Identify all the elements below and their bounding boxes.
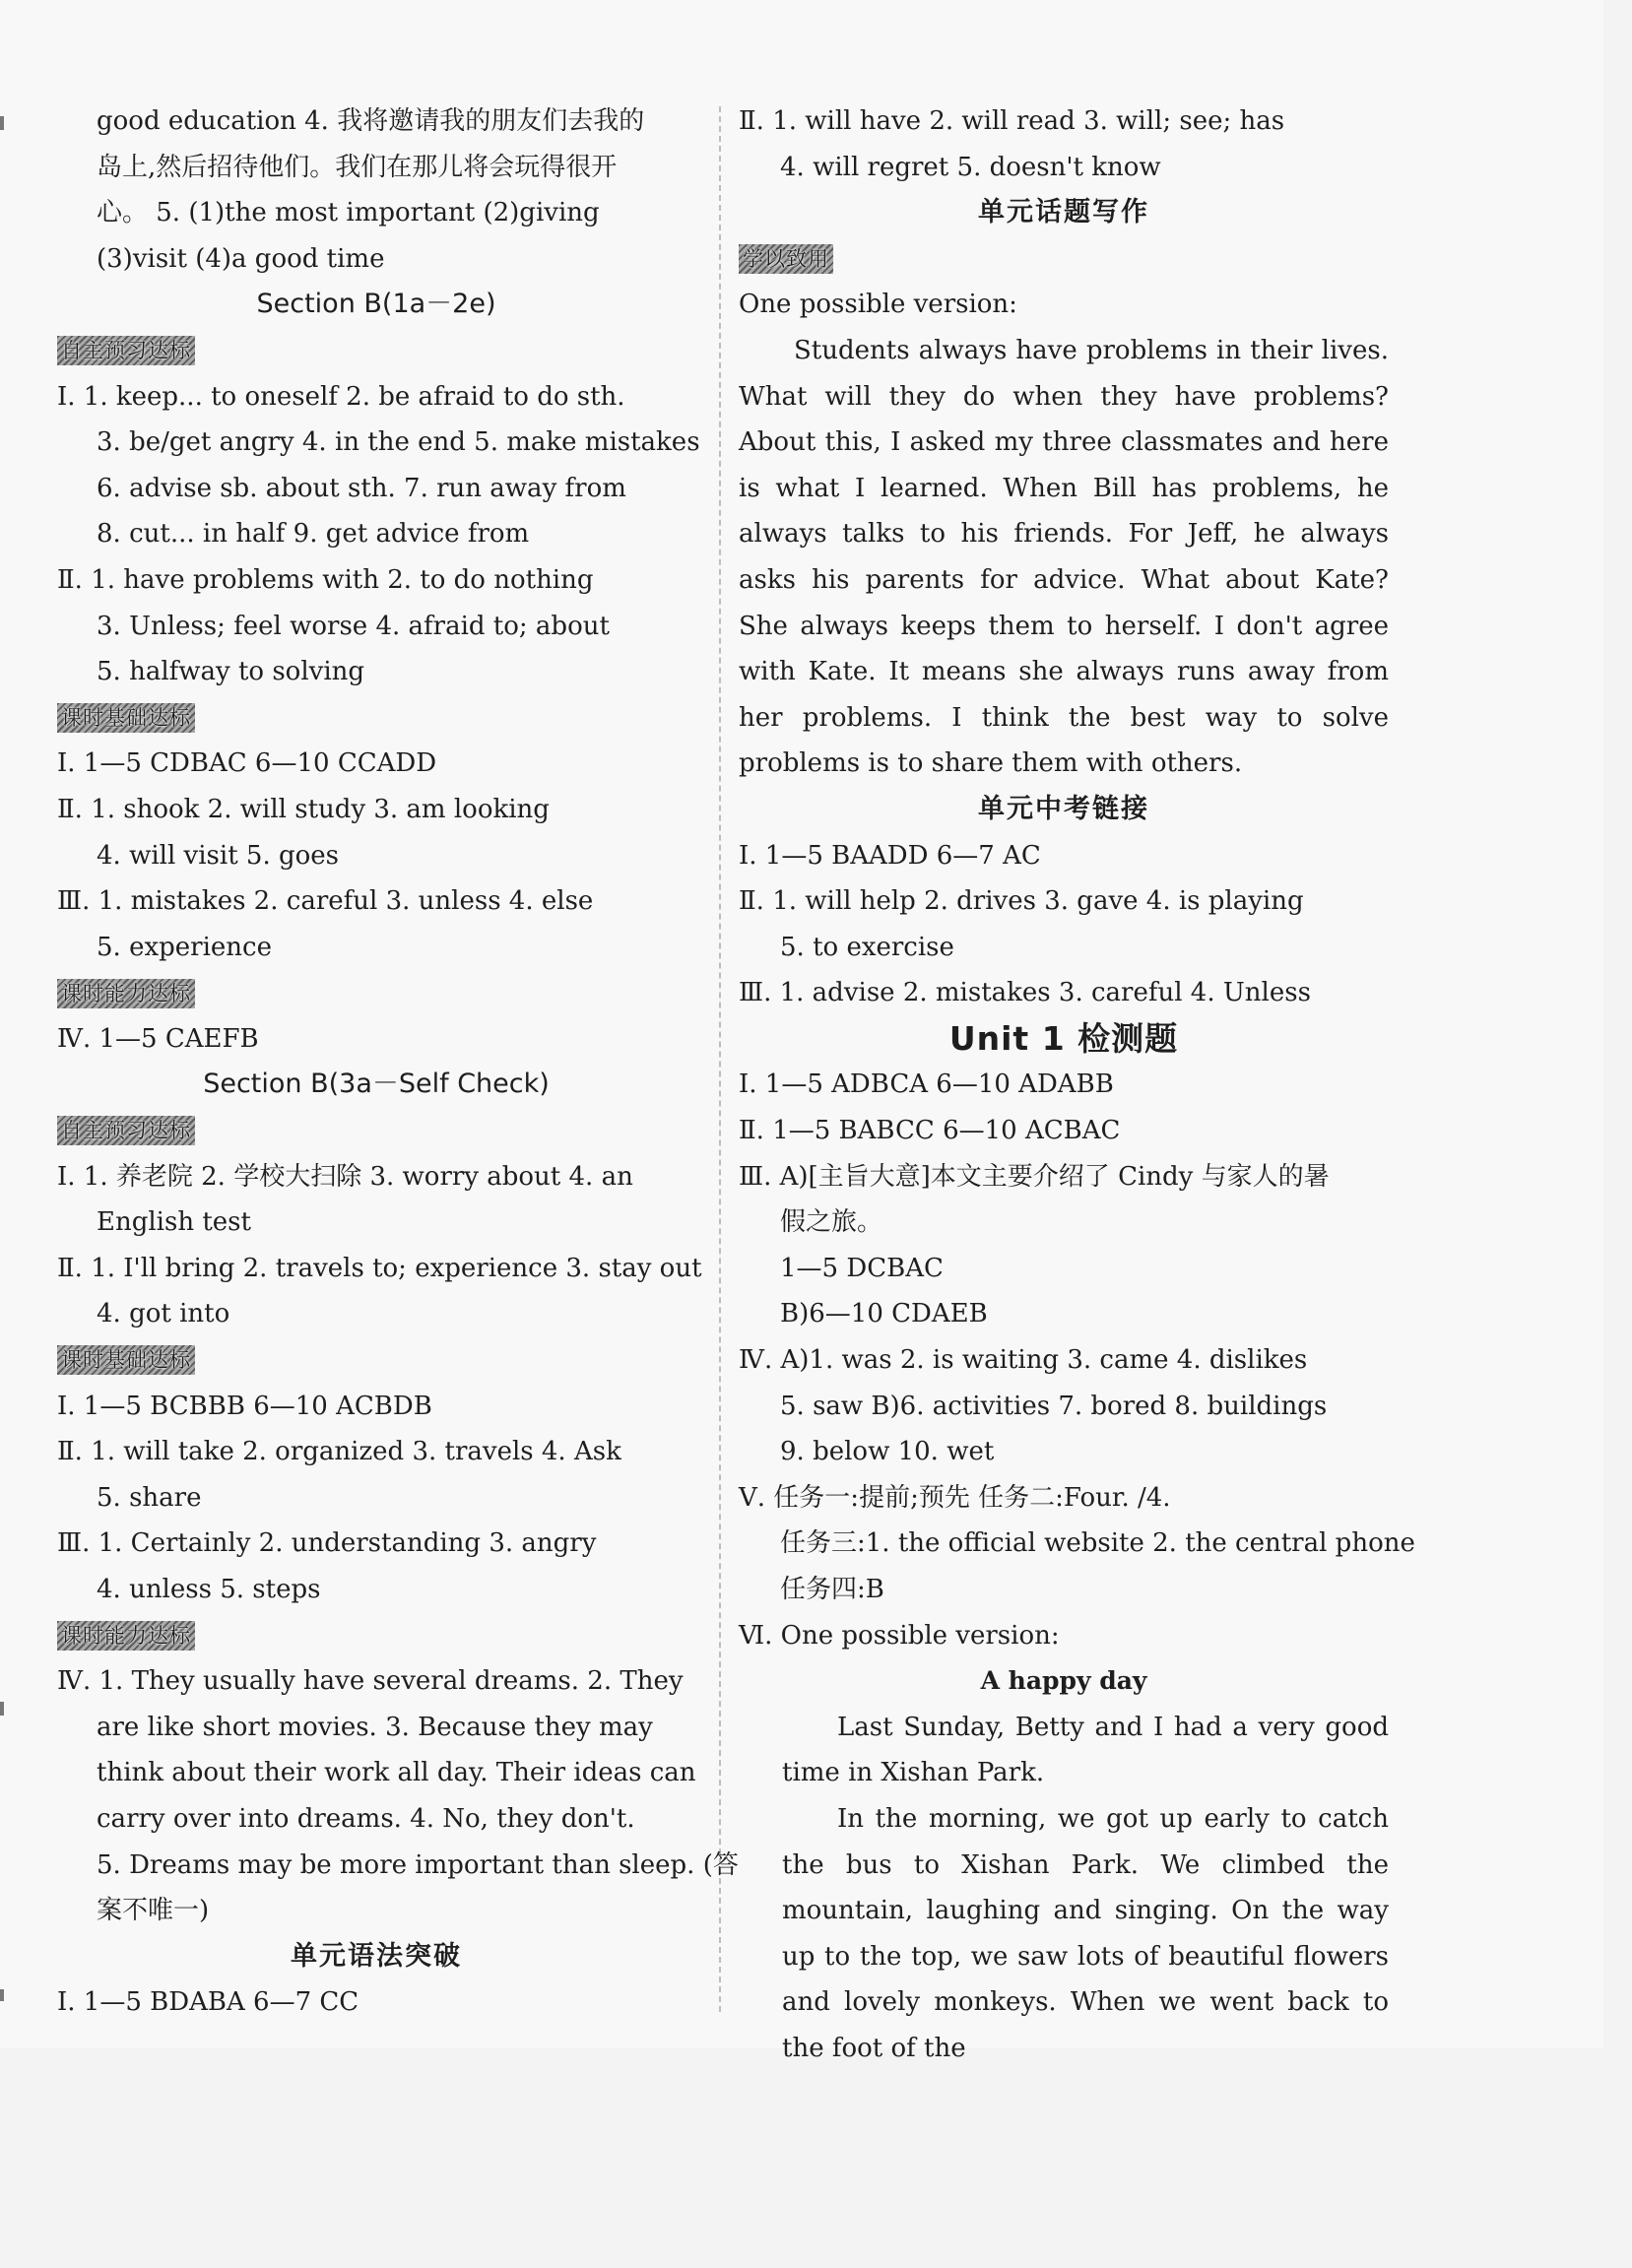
section-badge: 课时基础达标 [57,703,195,733]
answer-line: Ⅰ. 1—5 CDBAC 6—10 CCADD [57,748,437,779]
badge-row [739,236,1389,283]
answer-line: 4. unless 5. steps [97,1575,321,1604]
answer-line: Ⅲ. 1. mistakes 2. careful 3. unless 4. else [57,886,594,917]
answer-line: Ⅳ. 1. They usually have several dreams. 2. They [57,1666,684,1697]
answer-line: Ⅱ. 1—5 BABCC 6—10 ACBAC [739,1116,1121,1146]
answer-line: Ⅵ. One possible version: [739,1620,1060,1651]
answer-line: Ⅱ. 1. will have 2. will read 3. will; see; has [739,106,1285,136]
answer-line: good education 4. 我将邀请我的朋友们去我的 [97,106,645,136]
section-title: 单元中考链接 [978,793,1149,824]
answer-line: 岛上,然后招待他们。我们在那儿将会玩得很开 [97,152,618,182]
essay-title: A happy day [980,1666,1147,1696]
answer-line: 8. cut... in half 9. get advice from [97,519,530,550]
answer-line: Ⅰ. 1. keep... to oneself 2. be afraid to do sth. [57,381,625,412]
section-badge: 自主预习达标 [57,336,195,365]
answer-line: are like short movies. 3. Because they may [97,1712,653,1742]
answer-line: 9. below 10. wet [780,1437,995,1467]
answer-line: 5. experience [97,932,272,962]
answer-line: 3. be/get angry 4. in the end 5. make mistakes [97,427,700,458]
answer-line: 5. saw B)6. activities 7. bored 8. buildings [780,1391,1328,1421]
answer-line: Ⅲ. A)[主旨大意]本文主要介绍了 Cindy 与家人的暑 [739,1161,1330,1192]
section-title: 单元语法突破 [291,1940,462,1972]
answer-line: 5. halfway to solving [97,657,365,687]
section-badge: 课时能力达标 [57,979,195,1008]
answer-line: 假之旅。 [780,1207,883,1238]
answer-line: Ⅱ. 1. I'll bring 2. travels to; experience 3. stay out [57,1253,702,1283]
essay-paragraph: In the morning, we got up early to catch the bus to Xishan Park. We climbed the mountain, laughing and singing. On the way up to the top, we saw lots of beautiful flowers and lovely monkeys. When we went back to the foot of the [782,1803,1389,2063]
section-title: Section B(1a－2e) [256,289,496,320]
answer-line: 4. will visit 5. goes [97,840,340,871]
section-title: Section B(3a－Self Check) [203,1069,550,1100]
right-column [739,98,1415,2072]
unit-title: Unit 1 检测题 [948,1018,1179,1058]
answer-line: One possible version: [739,290,1017,320]
answer-line: Ⅲ. 1. Certainly 2. understanding 3. angry [57,1528,597,1559]
answer-line: 4. will regret 5. doesn't know [780,152,1161,182]
answer-line: 4. got into [97,1299,230,1329]
column-divider [719,106,721,2012]
badge-row [57,1337,695,1384]
answer-line: 5. to exercise [780,932,954,962]
badge-row [57,970,695,1016]
answer-line: Ⅰ. 1—5 BDABA 6—7 CC [57,1987,359,2018]
answer-line: 5. Dreams may be more important than sleep. (答 [97,1849,739,1880]
answer-line: Ⅴ. 任务一:提前;预先 任务二:Four. /4. [739,1482,1171,1513]
answer-line: (3)visit (4)a good time [97,243,385,274]
answer-line: 任务四:B [780,1575,884,1604]
answer-line: Ⅰ. 1—5 BAADD 6—7 AC [739,840,1041,871]
answer-line: B)6—10 CDAEB [780,1299,988,1329]
essay-paragraph: Students always have problems in their lives. What will they do when they have problems? About this, I asked my three classmates and here is what I learned. When Bill has problems, he always talks to his friends. For Jeff, he always asks his parents for advice. What about Kate? She always keeps them to herself. I don't agree with Kate. It means she always runs away from her problems. I think the best way to solve problems is to share them with others. [739,335,1389,779]
answer-line: Ⅰ. 1—5 BCBBB 6—10 ACBDB [57,1391,432,1421]
answer-line: Ⅱ. 1. shook 2. will study 3. am looking [57,794,550,824]
answer-line: Ⅱ. 1. have problems with 2. to do nothing [57,564,594,595]
answer-line: 1—5 DCBAC [780,1253,944,1283]
answer-line: 6. advise sb. about sth. 7. run away from [97,473,626,503]
answer-line: Ⅰ. 1. 养老院 2. 学校大扫除 3. worry about 4. an [57,1161,633,1192]
section-badge: 课时能力达标 [57,1621,195,1651]
answer-line: 3. Unless; feel worse 4. afraid to; about [97,611,610,641]
edge-mark [0,1989,4,2001]
badge-row [57,1613,695,1659]
badge-row [57,1108,695,1154]
badge-row [57,328,695,374]
answer-line: 案不唯一) [97,1896,210,1926]
answer-line: Ⅱ. 1. will take 2. organized 3. travels 4. Ask [57,1437,621,1467]
edge-mark [0,1702,4,1716]
answer-line: Ⅳ. A)1. was 2. is waiting 3. came 4. dislikes [739,1345,1308,1376]
answer-line: 任务三:1. the official website 2. the central phone [780,1528,1415,1559]
answer-line: 心。 5. (1)the most important (2)giving [97,198,600,228]
answer-line: Ⅱ. 1. will help 2. drives 3. gave 4. is playing [739,886,1304,917]
section-badge: 自主预习达标 [57,1116,195,1145]
left-column [57,98,739,2026]
section-title: 单元话题写作 [978,197,1149,228]
essay-paragraph: Last Sunday, Betty and I had a very good time in Xishan Park. [782,1712,1389,1788]
edge-mark [0,116,4,130]
badge-row [57,695,695,742]
answer-line: English test [97,1207,251,1238]
section-badge: 课时基础达标 [57,1345,195,1375]
answer-line: Ⅲ. 1. advise 2. mistakes 3. careful 4. Unless [739,978,1311,1008]
section-badge: 学以致用 [739,244,833,274]
answer-line: Ⅳ. 1—5 CAEFB [57,1023,259,1054]
answer-line: Ⅰ. 1—5 ADBCA 6—10 ADABB [739,1069,1114,1100]
answer-line: carry over into dreams. 4. No, they don't. [97,1803,635,1834]
answer-line: think about their work all day. Their ideas can [97,1758,696,1788]
answer-line: 5. share [97,1482,202,1513]
